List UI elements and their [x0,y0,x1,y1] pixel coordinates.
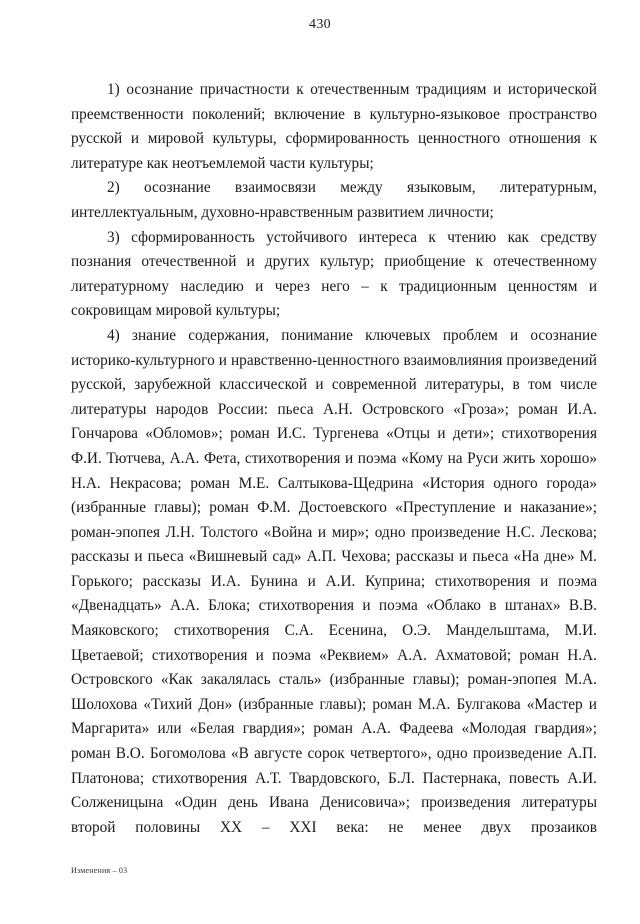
body-text [71,78,597,840]
paragraph-1: 1) осознание причастности к отечественным традициям и исторической преемственности поколений; включение в культурно-языковое пространство русской и мировой культуры, сформированность ценностного отношения к литературе как неотъемлемой части культуры; [71,81,597,172]
paragraph-4: 4) знание содержания, понимание ключевых проблем и осознание историко-культурного и нравственно-ценностного взаимовлияния произведений русской, зарубежной классической и современной литературы, в том числе литературы народов России: пьеса А.Н. Островского «Гроза»; роман И.А. Гончарова «Обломов»; роман И.С. Тургенева «Отцы и дети»; стихотворения Ф.И. Тютчева, А.А. Фета, стихотворения и поэма «Кому на Руси жить хорошо» Н.А. Некрасова; роман М.Е. Салтыкова-Щедрина «История одного города» (избранные главы); роман Ф.М. Достоевского «Преступление и наказание»; роман-эпопея Л.Н. Толстого «Война и мир»; одно произведение Н.С. Лескова; рассказы и пьеса «Вишневый сад» А.П. Чехова; рассказы и пьеса «На дне» М. Горького; рассказы И.А. Бунина и А.И. Куприна; стихотворения и поэма «Двенадцать» А.А. Блока; стихотворения и поэма «Облако в штанах» В.В. Маяковского; стихотворения С.А. Есенина, О.Э. Мандельштама, М.И. Цветаевой; стихотворения и поэма «Реквием» А.А. Ахматовой; роман Н.А. Островского «Как закалялась сталь» (избранные главы); роман-эпопея М.А. Шолохова «Тихий Дон» (избранные главы); роман М.А. Булгакова «Мастер и Маргарита» или «Белая гвардия»; роман А.А. Фадеева «Молодая гвардия»; роман В.О. Богомолова «В августе сорок четвертого», одно произведение А.П. Платонова; стихотворения А.Т. Твардовского, Б.Л. Пастернака, повесть А.И. Солженицына «Один день Ивана Денисовича»; произведения литературы второй половины XX – XXI века: не менее двух прозаиков [71,326,597,836]
paragraph-2: 2) осознание взаимосвязи между языковым, литературным, интеллектуальным, духовно-нравственным развитием личности; [71,179,597,221]
page-number: 430 [309,17,331,32]
footer-revision-note: Изменения – 03 [71,866,128,875]
paragraph-3: 3) сформированность устойчивого интереса к чтению как средству познания отечественной и других культур; приобщение к отечественному литературному наследию и через него – к традиционным ценностям и сокровищам мировой культуры; [71,228,597,320]
